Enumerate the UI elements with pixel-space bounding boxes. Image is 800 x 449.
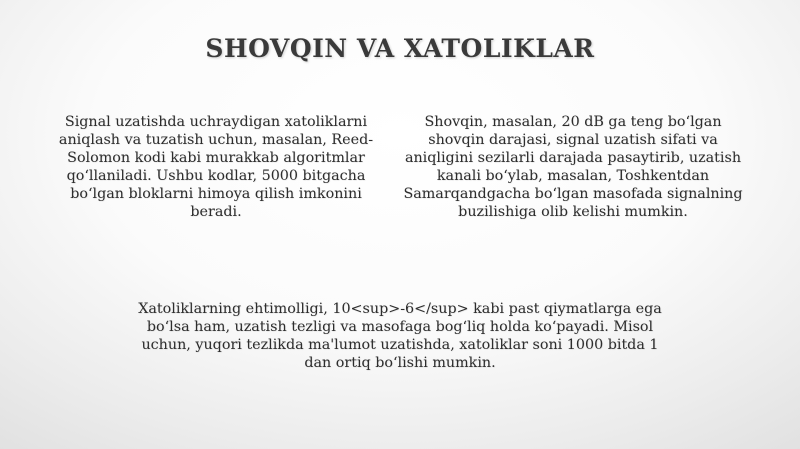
paragraph-error-correction: Signal uzatishda uchraydigan xatoliklarni aniqlash va tuzatish uchun, masalan, Reed-Solomon kodi kabi murakkab algoritmlar qo‘llaniladi. Ushbu kodlar, 5000 bitgacha bo‘lgan bloklarni himoya qilish imkonini beradi. — [58, 114, 374, 220]
slide-title: SHOVQIN VA XATOLIKLAR — [205, 34, 595, 63]
paragraph-error-probability: Xatoliklarning ehtimolligi, 10<sup>-6</sup> kabi past qiymatlarga ega bo‘lsa ham, uzatish tezligi va masofaga bog‘liq holda ko‘payadi. Misol uchun, yuqori tezlikda ma'lumot uzatishda, xatoliklar soni 1000 bitda 1 dan ortiq bo‘lishi mumkin. — [138, 301, 662, 371]
paragraph-noise: Shovqin, masalan, 20 dB ga teng bo‘lgan shovqin darajasi, signal uzatish sifati va aniqligini sezilarli darajada pasaytirib, uzatish kanali bo‘ylab, masalan, Toshkentdan Samarqandgacha bo‘lgan masofada signalning buzilishiga olib kelishi mumkin. — [403, 114, 743, 220]
